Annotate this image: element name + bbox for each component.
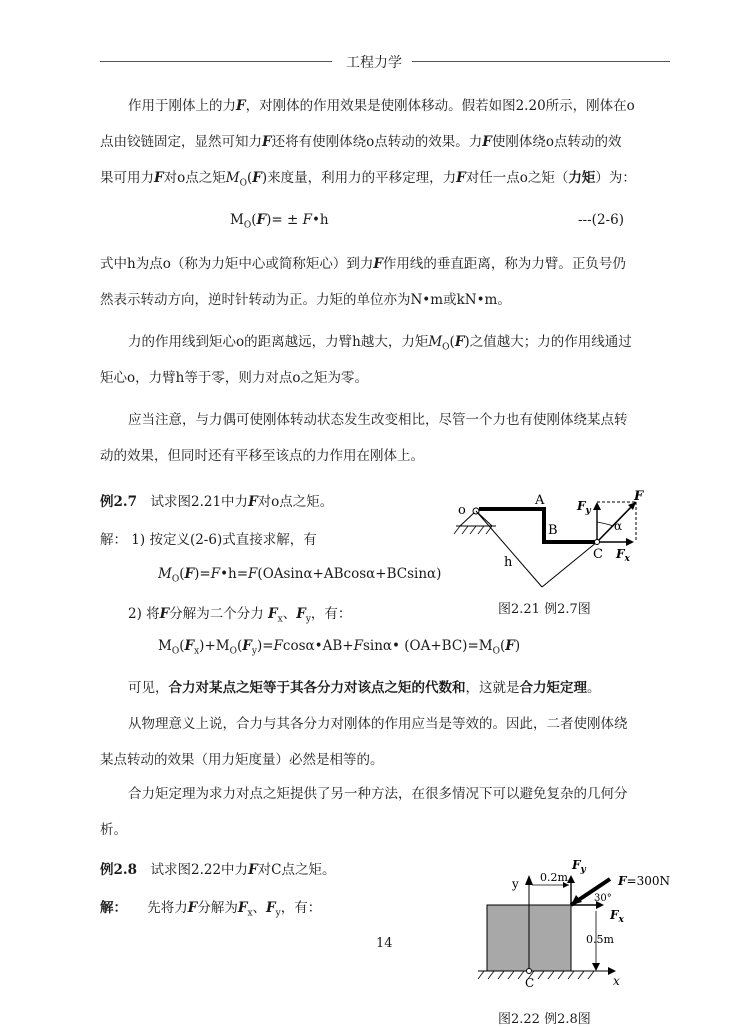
ex27-eq1: $M_O(F)=F•h=F(OAsin\alpha+ABcos\alpha+BCsin\alpha)$	[158, 566, 442, 585]
figure-2-21	[450, 488, 660, 598]
fig222-caption: 图2.22 例2.8图	[498, 1012, 591, 1027]
ex27-question: 例2.7 试求图2.21中力F对o点之矩。	[100, 494, 334, 510]
fig221-arm-h	[476, 511, 542, 587]
fig222-label-05m: 0.5m	[586, 933, 614, 946]
fig221-rod	[479, 509, 595, 542]
fig221-point-c	[595, 540, 600, 545]
p6-line2: 某点转动的效果（用力矩度量）必然是相等的。	[100, 752, 384, 768]
header-rule-left	[100, 61, 332, 62]
ex27-step2: 2) 将F分解为二个分力 $F_x$、$F_y$，有：	[128, 606, 352, 625]
ex28-solution: 解： 先将力F分解为$F_x$、$F_y$，有：	[100, 900, 322, 919]
header-rule-right	[412, 61, 670, 62]
fig222-label-fy: $F_y$	[572, 858, 586, 875]
ex27-eq2: $M_O(F_x)+M_O(F_y)=Fcos\alpha•AB+Fsin\alpha•$ $(OA+BC)=M_O(F)$	[158, 638, 521, 657]
p2-line1: 式中h为点o（称为力矩中心或简称矩心）到力F作用线的垂直距离，称为力臂。正负号仍	[100, 256, 626, 272]
fig221-hatch	[454, 526, 492, 534]
fig222-point-c	[527, 969, 532, 974]
fig222-label-f: F=300N	[618, 874, 670, 888]
p6-line1: 从物理意义上说，合力与其各分力对刚体的作用应当是等效的。因此，二者使刚体绕	[128, 716, 628, 732]
fig221-line-of-action	[542, 542, 597, 587]
p1-line1: 作用于刚体上的力F，对刚体的作用效果是使刚体移动。假若如图2.20所示，刚体在o	[128, 98, 635, 114]
p4-line2: 动的效果，但同时还有平移至该点的力作用在刚体上。	[100, 448, 424, 464]
page-number: 14	[376, 936, 393, 951]
p7-line2: 析。	[100, 822, 127, 838]
fig222-arrow-fy	[567, 875, 575, 883]
p1-line2: 点由铰链固定，显然可知力F还将有使刚体绕o点转动的效果。力F使刚体绕o点转动的效	[100, 134, 622, 150]
fig221-label-fx: $F_x$	[616, 547, 630, 564]
fig221-caption: 图2.21 例2.7图	[498, 602, 591, 617]
fig221-arrow-fy	[593, 502, 601, 510]
fig221-label-fy: $F_y$	[577, 499, 591, 516]
fig222-label-y: y	[512, 877, 519, 891]
ex28-question: 例2.8 试求图2.22中力F对C点之矩。	[100, 862, 336, 878]
fig222-dim-05-arrow	[592, 963, 600, 971]
p1-line3: 果可用力F对o点之矩$M_O(F)$来度量，利用力的平移定理，力F对任一点o之矩（力矩）为：	[100, 170, 636, 189]
p7-line1: 合力矩定理为求力对点之矩提供了另一种方法，在很多情况下可以避免复杂的几何分	[128, 786, 628, 802]
header-title: 工程力学	[346, 55, 402, 71]
fig221-angle-arc	[597, 522, 613, 526]
p3-line1: 力的作用线到矩心o的距离越远，力臂h越大，力矩$M_O(F)$之值越大；力的作用线通过	[128, 334, 632, 353]
fig222-arrow-y	[525, 875, 533, 885]
page-header	[100, 52, 670, 72]
p2-line2: 然表示转动方向，逆时针转动为正。力矩的单位亦为N•m或kN•m。	[100, 292, 511, 308]
p3-line2: 矩心o，力臂h等于零，则力对点o之矩为零。	[100, 370, 368, 386]
fig221-label-alpha: α	[614, 519, 623, 533]
fig222-label-fx: $F_x$	[610, 908, 624, 925]
fig222-label-02m: 0.2m	[540, 871, 568, 884]
fig221-label-c: C	[593, 547, 603, 562]
fig221-label-f: F	[634, 489, 644, 504]
ex27-step1: 解： 1) 按定义(2-6)式直接求解，有	[100, 532, 317, 548]
fig222-label-30: 30°	[594, 893, 612, 904]
fig221-label-a: A	[535, 493, 545, 508]
p4-line1: 应当注意，与力偶可使刚体转动状态发生改变相比，尽管一个力也有使刚体绕某点转	[128, 412, 628, 428]
fig222-label-c: C	[525, 976, 535, 990]
fig222-label-x: x	[613, 974, 620, 988]
fig221-arrow-fx	[626, 538, 634, 546]
equation-2-6: $M_O(F)=$ ± F•h	[230, 212, 329, 231]
figure-2-22	[470, 855, 680, 990]
fig222-hatch	[478, 971, 594, 979]
fig221-label-b: B	[548, 523, 558, 538]
fig221-label-h: h	[504, 555, 513, 570]
p5-line1: 可见，合力对某点之矩等于其各分力对该点之矩的代数和，这就是合力矩定理。	[128, 680, 601, 696]
fig221-label-o: o	[458, 503, 466, 518]
equation-2-6-number: ---(2-6)	[578, 212, 624, 228]
